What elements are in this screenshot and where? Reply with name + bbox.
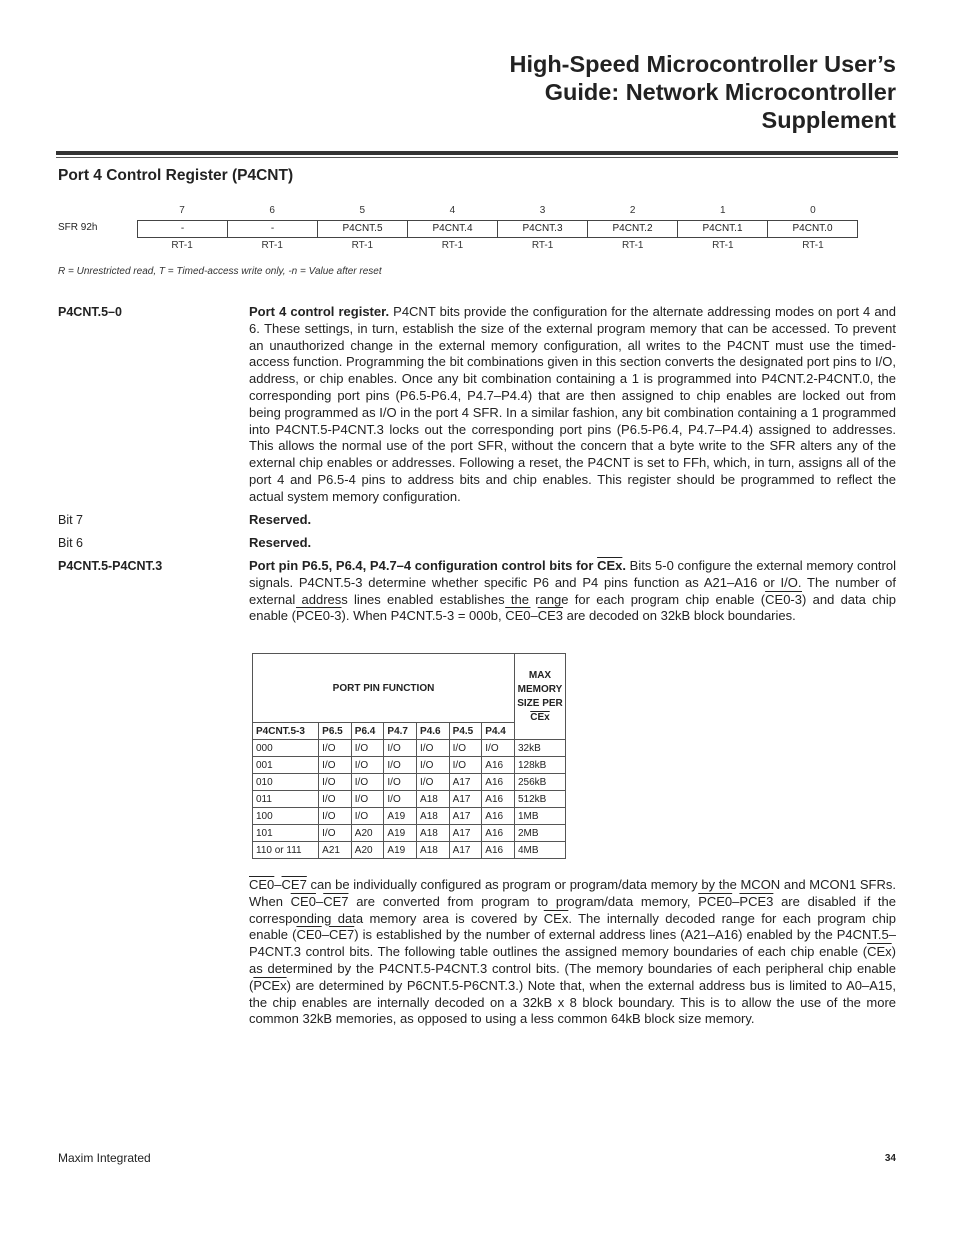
text: can be individually configured as program or program/data memory by the MCON and MCON1 SFRs. When bbox=[249, 877, 896, 909]
field-label-bit-7: Bit 7 bbox=[58, 513, 84, 527]
overline-text: CE7 bbox=[281, 877, 307, 892]
table-cell: A20 bbox=[351, 842, 384, 859]
register-bit-names bbox=[137, 220, 858, 238]
bit-number: 6 bbox=[269, 205, 275, 216]
overline-text: CE7 bbox=[323, 893, 349, 909]
table-cell: A19 bbox=[384, 825, 417, 842]
title-line-1: High-Speed Microcontroller User’s bbox=[509, 51, 896, 77]
table-row bbox=[253, 740, 566, 757]
footer-company: Maxim Integrated bbox=[58, 1151, 151, 1165]
table-cell: 000 bbox=[253, 740, 319, 757]
reset-value: RT-1 bbox=[802, 240, 824, 251]
text: – bbox=[274, 877, 282, 892]
table-cell: A16 bbox=[482, 808, 515, 825]
table-cell: I/O bbox=[351, 774, 384, 791]
table-cell: I/O bbox=[351, 757, 384, 774]
overline-text: CE0 bbox=[296, 927, 322, 943]
table-cell: I/O bbox=[449, 757, 482, 774]
table-row bbox=[253, 842, 566, 859]
table-cell: I/O bbox=[319, 791, 352, 808]
column-header: P4.4 bbox=[482, 723, 515, 740]
table-cell: A17 bbox=[449, 791, 482, 808]
table-cell: A18 bbox=[417, 825, 450, 842]
reset-value: RT-1 bbox=[261, 240, 283, 251]
table-cell: 110 or 111 bbox=[253, 842, 319, 859]
register-reset-values bbox=[137, 240, 858, 251]
bit-name: P4CNT.1 bbox=[678, 221, 768, 237]
bit-name: P4CNT.2 bbox=[588, 221, 678, 237]
table-cell: A19 bbox=[384, 808, 417, 825]
overline-text: CE0 bbox=[290, 893, 316, 909]
text: ) is established by the number of external address lines (A21–A16) enabled by the P4CNT.5–P4CNT.3 control bits. The following table outlines the assigned memory boundaries of each chip enable ( bbox=[249, 927, 896, 960]
text: – bbox=[732, 893, 740, 909]
table-cell: 32kB bbox=[515, 740, 566, 757]
overline-text: CE7 bbox=[328, 927, 355, 943]
field-description-bit-6 bbox=[249, 535, 896, 552]
column-header: P4.5 bbox=[449, 723, 482, 740]
text: ) as determined by the P4CNT.5-P4CNT.3 control bits. (The memory boundaries of each peripheral chip enable ( bbox=[249, 944, 896, 993]
table-cell: I/O bbox=[319, 808, 352, 825]
table-cell: I/O bbox=[351, 791, 384, 808]
header-max-line: MAX bbox=[528, 669, 552, 681]
reset-value: RT-1 bbox=[712, 240, 734, 251]
register-legend: R = Unrestricted read, T = Timed-access write only, -n = Value after reset bbox=[58, 266, 382, 277]
table-cell: 011 bbox=[253, 791, 319, 808]
bit-name: P4CNT.0 bbox=[792, 223, 833, 234]
table-cell: A17 bbox=[449, 808, 482, 825]
bit-name: P4CNT.5 bbox=[318, 221, 408, 237]
header-rule-thin bbox=[56, 157, 898, 158]
table-cell: A19 bbox=[384, 842, 417, 859]
field-heading bbox=[249, 558, 626, 573]
table-cell: 4MB bbox=[515, 842, 566, 859]
table-cell: A18 bbox=[417, 791, 450, 808]
title-line-2: Guide: Network Microcontroller bbox=[544, 79, 896, 105]
field-text: ) and data chip enable ( bbox=[249, 591, 896, 624]
section-title: Port 4 Control Register (P4CNT) bbox=[58, 167, 294, 184]
table-cell: 128kB bbox=[515, 757, 566, 774]
field-heading: Reserved. bbox=[249, 535, 312, 550]
bit-number: 3 bbox=[539, 205, 546, 216]
bit-number: 7 bbox=[179, 205, 185, 216]
table-cell: A17 bbox=[449, 774, 482, 791]
bit-number: 1 bbox=[720, 205, 726, 216]
bit-number: 0 bbox=[810, 205, 816, 216]
table-cell: 256kB bbox=[515, 774, 566, 791]
table-row bbox=[253, 757, 566, 774]
bit-name: P4CNT.4 bbox=[408, 221, 498, 237]
table-cell: I/O bbox=[384, 757, 417, 774]
title-line-3: Supplement bbox=[761, 107, 896, 133]
column-header: P6.5 bbox=[319, 723, 352, 740]
field-text: ). When P4CNT.5-3 = 000b, bbox=[341, 608, 506, 624]
table-cell: A18 bbox=[417, 808, 450, 825]
table-cell: A16 bbox=[482, 791, 515, 808]
overline-cex: $\overline{CEx}$ bbox=[597, 558, 623, 573]
overline-ce0-3: CE0-3 bbox=[765, 591, 802, 607]
table-cell: I/O bbox=[319, 774, 352, 791]
overline-ce0: CE0 bbox=[505, 608, 531, 624]
table-cell: I/O bbox=[384, 774, 417, 791]
reset-value: RT-1 bbox=[171, 240, 193, 251]
table-cell: A18 bbox=[417, 842, 450, 859]
reset-value: RT-1 bbox=[441, 240, 464, 251]
table-cell: A16 bbox=[482, 774, 515, 791]
overline-text: PCEx bbox=[253, 977, 287, 993]
table-cell: I/O bbox=[384, 740, 417, 757]
bit-name: - bbox=[228, 221, 318, 237]
field-text: Bits 5-0 configure the external memory control signals. P4CNT.5-3 determine whether specific P6 and P4 pins function as A21–A16 or I/O. The number of external address lines enabled establishes the range for each program chip enable ( bbox=[249, 558, 896, 607]
header-port-pin-function: PORT PIN FUNCTION bbox=[253, 654, 515, 723]
table-cell: 001 bbox=[253, 757, 319, 774]
table-cell: I/O bbox=[351, 740, 384, 757]
overline-text: $\overline{CEx}$ bbox=[543, 910, 569, 926]
bit-number: 5 bbox=[359, 205, 366, 216]
text: – bbox=[315, 893, 324, 909]
field-label-p4cnt-5-0: P4CNT.5–0 bbox=[58, 305, 122, 319]
field-text: are decoded on 32kB block boundaries. bbox=[563, 608, 796, 624]
field-text: P4CNT bits provide the configuration for the alternate addressing modes on port 4 and 6. These settings, in turn, establish the size of the external program memory that can be accessed. To prevent an unauthorized change in the external memory configuration, all writes to the P4CNT must use the timed-access function. Programming the bit combinations given in this section converts the designated port pins to I/O, address, or chip enables. Once any bit combination containing a 1 is programmed into P4CNT.2-P4CNT.0, the corresponding port pins (P6.5-P6.4, P4.7–P4.4) that are then assigned to chip enables are locked out from being programmed as I/O in the port 4 SFR. In a similar fashion, any bit combination containing a 1 programmed into P4CNT.5-P4CNT.3 locks out the corresponding port pins (P6.5-P6.4, P4.7–P4.4) assigned to addresses. This allows the normal use of the port SFR, without the concern that a byte write to the SFR alters any of the external chip enables or addresses. Following a reset, the P4CNT is set to FFh, which, in turn, assigns all of the port 4 and P6.5-4 pins to address bits and chip enables. This register should be programmed to reflect the actual system memory configuration. bbox=[249, 304, 897, 504]
text: are disabled if the corresponding data memory area is covered by bbox=[249, 893, 896, 926]
table-cell: A16 bbox=[482, 825, 515, 842]
field-label-bit-6: Bit 6 bbox=[58, 536, 84, 550]
header-rule-thick bbox=[56, 151, 898, 155]
header-max-line: $\overline{CEx}$ bbox=[530, 711, 550, 723]
field-description-bit-7 bbox=[249, 512, 896, 529]
field-heading: Reserved. bbox=[249, 512, 312, 527]
table-cell: 512kB bbox=[515, 791, 566, 808]
table-row bbox=[253, 808, 566, 825]
table-cell: I/O bbox=[319, 740, 352, 757]
footer-page-number: 34 bbox=[884, 1153, 896, 1164]
overline-text: PCE3 bbox=[739, 893, 774, 909]
overline-pce0-3: PCE0-3 bbox=[295, 608, 342, 624]
register-bit-numbers bbox=[137, 205, 858, 216]
table-cell: I/O bbox=[417, 774, 450, 791]
table-cell: I/O bbox=[319, 757, 352, 774]
bit-number: 2 bbox=[629, 205, 636, 216]
overline-ce3: CE3 bbox=[537, 608, 564, 624]
reset-value: RT-1 bbox=[531, 240, 554, 251]
table-cell: I/O bbox=[417, 757, 450, 774]
table-row bbox=[253, 774, 566, 791]
bit-name: P4CNT.3 bbox=[498, 221, 588, 237]
overline-text: PCE0 bbox=[698, 893, 733, 909]
text: – bbox=[321, 927, 329, 943]
table-cell: 101 bbox=[253, 825, 319, 842]
table-cell: I/O bbox=[319, 825, 352, 842]
table-cell: A20 bbox=[351, 825, 384, 842]
header-max-memory bbox=[515, 654, 566, 740]
field-label-p4cnt-5-3: P4CNT.5-P4CNT.3 bbox=[58, 559, 163, 573]
table-row bbox=[253, 825, 566, 842]
table-cell: 1MB bbox=[515, 808, 566, 825]
sfr-address-label: SFR 92h bbox=[58, 222, 98, 233]
header-max-line: MEMORY bbox=[517, 683, 563, 695]
table-cell: I/O bbox=[384, 791, 417, 808]
field-heading: Port 4 control register. bbox=[249, 304, 390, 319]
column-header: P4.7 bbox=[384, 723, 417, 740]
table-cell: I/O bbox=[449, 740, 482, 757]
column-header: P4.6 bbox=[417, 723, 450, 740]
table-cell: I/O bbox=[351, 808, 384, 825]
overline-text: $\overline{CEx}$ bbox=[867, 944, 892, 960]
table-cell: 2MB bbox=[515, 825, 566, 842]
text: ) are determined by P6CNT.5-P6CNT.3.) Note that, when the external address bus is limited to A0–A15, the chip enables are internally decoded on a 32kB x 8 block boundary. This is to allow the use of the more common 32kB memories, as opposed to using a less common 64kB block size memory. bbox=[249, 977, 896, 1027]
text: . The internally decoded range for each program chip enable ( bbox=[249, 910, 896, 943]
table-cell: A16 bbox=[482, 842, 515, 859]
field-description-p4cnt-5-0 bbox=[249, 304, 896, 506]
bit-name: - bbox=[138, 221, 228, 237]
table-header-row bbox=[253, 654, 566, 723]
table-cell: A17 bbox=[449, 825, 482, 842]
table-cell: I/O bbox=[417, 740, 450, 757]
bit-number: 4 bbox=[449, 205, 456, 216]
column-header: P6.4 bbox=[351, 723, 384, 740]
port-pin-function-table bbox=[252, 653, 566, 859]
column-header: P4CNT.5-3 bbox=[253, 723, 319, 740]
table-cell: I/O bbox=[482, 740, 515, 757]
document-title bbox=[296, 50, 896, 134]
header-max-line: SIZE PER bbox=[517, 697, 563, 709]
reset-value: RT-1 bbox=[351, 240, 374, 251]
heading-text: Port pin P6.5, P6.4, P4.7–4 configuration control bits for bbox=[249, 558, 598, 573]
reset-value: RT-1 bbox=[621, 240, 644, 251]
field-text: – bbox=[530, 608, 538, 624]
table-row bbox=[253, 791, 566, 808]
table-cell: 010 bbox=[253, 774, 319, 791]
table-cell: A17 bbox=[449, 842, 482, 859]
heading-end: . bbox=[622, 558, 626, 573]
text: are converted from program to program/data memory, bbox=[348, 893, 699, 909]
table-cell: A21 bbox=[319, 842, 352, 859]
field-description-p4cnt-5-3 bbox=[249, 558, 896, 625]
overline-text: CE0 bbox=[249, 877, 275, 892]
closing-paragraph bbox=[249, 877, 896, 1028]
table-cell: 100 bbox=[253, 808, 319, 825]
table-cell: A16 bbox=[482, 757, 515, 774]
